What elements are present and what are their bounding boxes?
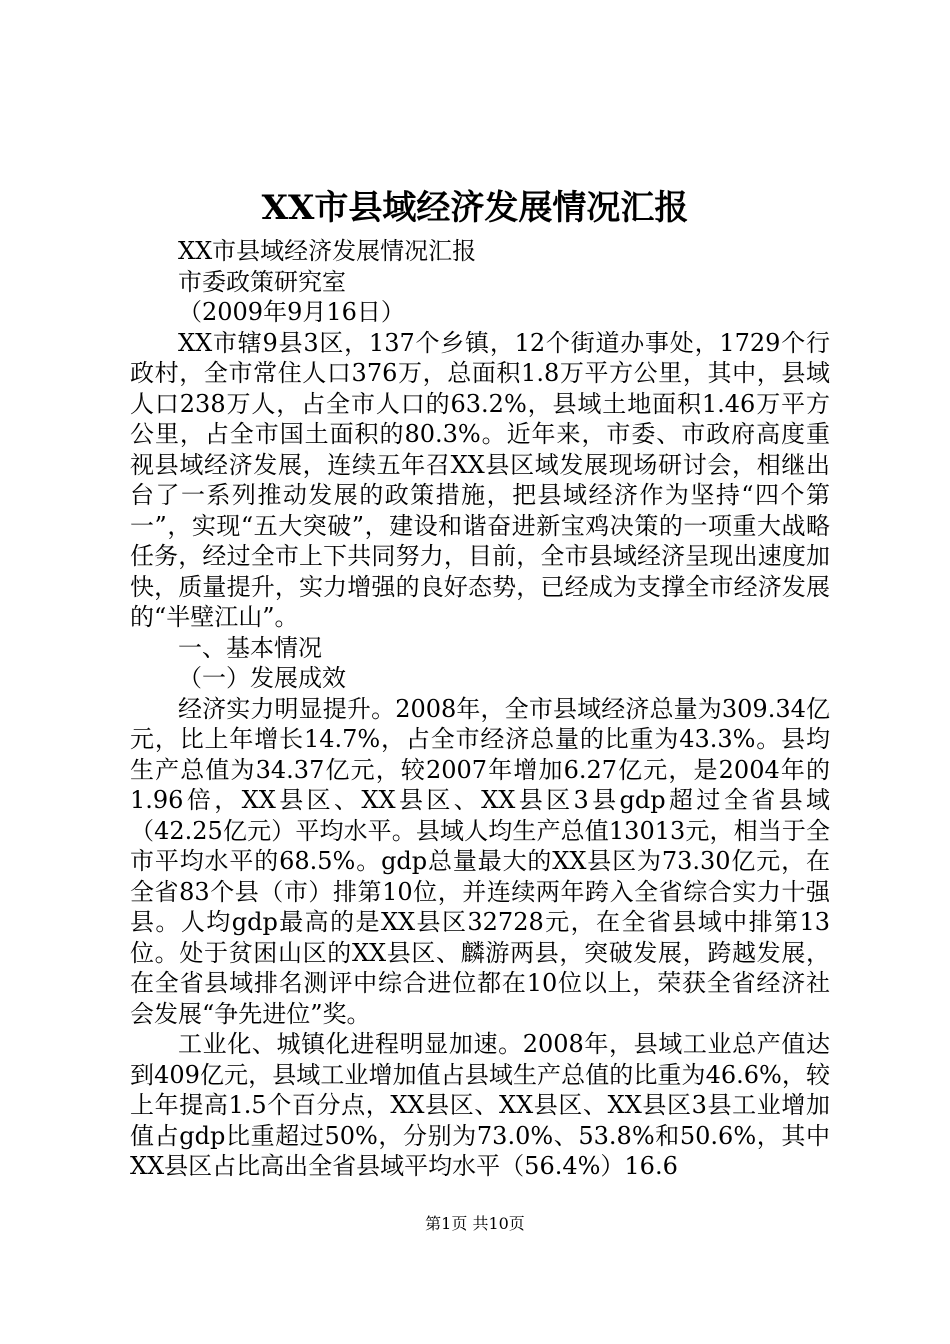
document-title: XX市县域经济发展情况汇报 xyxy=(261,188,689,228)
document-body xyxy=(130,236,830,1182)
paragraph-date: （2009年9月16日） xyxy=(178,298,405,326)
page-footer: 第1页 共10页 xyxy=(425,1214,525,1233)
paragraph-author: 市委政策研究室 xyxy=(178,267,346,296)
subsection-heading: （一）发展成效 xyxy=(178,664,346,692)
paragraph-subtitle: XX市县域经济发展情况汇报 xyxy=(178,237,477,265)
paragraph-intro: XX市辖9县3区，137个乡镇，12个街道办事处，1729个行政村，全市常住人口376万，总面积1.8万平方公里，其中，县域人口238万人，占全市人口的63.2%，县域土地面积1.46万平方公里，占全市国土面积的80.3%。近年来，市委、市政府高度重视县域经济发展，连续五年召XX县区域发展现场研讨会，相继出台了一系列推动发展的政策措施，把县域经济作为坚持“四个第一”，实现“五大突破”，建设和谐奋进新宝鸡决策的一项重大战略任务，经过全市上下共同努力，目前，全市县域经济呈现出速度加快，质量提升，实力增强的良好态势，已经成为支撑全市经济发展的“半壁江山”。 xyxy=(130,328,830,631)
section-heading: 一、基本情况 xyxy=(178,633,322,662)
paragraph-economic-strength: 经济实力明显提升。2008年，全市县域经济总量为309.34亿元，比上年增长14.7%，占全市经济总量的比重为43.3%。县均生产总值为34.37亿元，较2007年增加6.27亿元，是2004年的1.96倍，XX县区、XX县区、XX县区3县gdp超过全省县域（42.25亿元）平均水平。县域人均生产总值13013元，相当于全市平均水平的68.5%。gdp总量最大的XX县区为73.30亿元，在全省83个县（市）排第10位，并连续两年跨入全省综合实力十强县。人均gdp最高的是XX县区32728元，在全省县域中排第13位。处于贫困山区的XX县区、麟游两县，突破发展，跨越发展，在全省县域排名测评中综合进位都在10位以上，荣获全省经济社会发展“争先进位”奖。 xyxy=(130,694,830,1028)
paragraph-industrialization: 工业化、城镇化进程明显加速。2008年，县域工业总产值达到409亿元，县域工业增加值占县域生产总值的比重为46.6%，较上年提高1.5个百分点，XX县区、XX县区、XX县区3县工业增加值占gdp比重超过50%，分别为73.0%、53.8%和50.6%，其中XX县区占比高出全省县域平均水平（56.4%）16.6 xyxy=(130,1030,830,1180)
